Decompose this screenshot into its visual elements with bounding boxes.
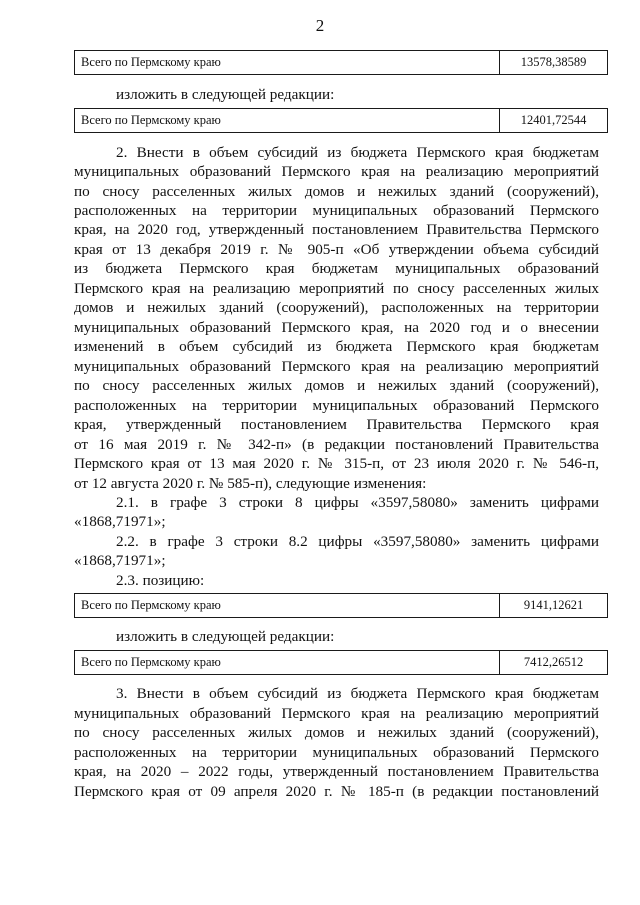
- item-2-1-line: 2.1. в графе 3 строки 8 цифры «3597,58080» заменить цифрами: [116, 494, 599, 511]
- item-2-2-line: «1868,71971»;: [74, 552, 166, 569]
- summary-table-row: [74, 593, 608, 618]
- paragraph-2-line: края, на 2020 год, утвержденный постановлением Правительства Пермского: [74, 221, 599, 238]
- paragraph-2-line: расположенных на территории муниципальных образований Пермского: [74, 202, 599, 219]
- paragraph-2-line: от 16 мая 2019 г. № 342-п» (в редакции постановлений Правительства: [74, 436, 599, 453]
- item-2-1-line: «1868,71971»;: [74, 513, 166, 530]
- intro-line: изложить в следующей редакции:: [116, 628, 335, 645]
- table-row-value: 7412,26512: [523, 655, 584, 669]
- paragraph-3-line: расположенных на территории муниципальных образований Пермского: [74, 744, 599, 761]
- table-row-value: 13578,38589: [520, 55, 587, 69]
- intro-line: изложить в следующей редакции:: [116, 86, 335, 103]
- paragraph-2-line: расположенных на территории муниципальных образований Пермского: [74, 397, 599, 414]
- paragraph-2-line: от 12 августа 2020 г. № 585-п), следующие изменения:: [74, 475, 427, 492]
- paragraph-2-line: из бюджета Пермского края бюджетам муниципальных образований: [74, 260, 599, 277]
- paragraph-2-line: края от 13 декабря 2019 г. № 905-п «Об утверждении объема субсидий: [74, 241, 599, 258]
- table-row-value: 12401,72544: [520, 113, 587, 127]
- paragraph-2-line: домов и нежилых зданий (сооружений), расположенных на территории: [74, 299, 599, 316]
- table-row-label: Всего по Пермскому краю: [81, 598, 221, 612]
- table-row-label: Всего по Пермскому краю: [81, 113, 221, 127]
- table-row-value: 9141,12621: [523, 598, 584, 612]
- summary-table-row: [74, 108, 608, 133]
- paragraph-3-line: муниципальных образований Пермского края на реализацию мероприятий: [74, 705, 599, 722]
- paragraph-2-line: 2. Внести в объем субсидий из бюджета Пермского края бюджетам: [116, 144, 599, 161]
- summary-table-row: [74, 50, 608, 75]
- paragraph-2-line: по сносу расселенных жилых домов и нежилых зданий (сооружений),: [74, 377, 599, 394]
- paragraph-3-line: 3. Внести в объем субсидий из бюджета Пермского края бюджетам: [116, 685, 599, 702]
- paragraph-3-line: края, на 2020 – 2022 годы, утвержденный постановлением Правительства: [74, 763, 599, 780]
- paragraph-2-line: муниципальных образований Пермского края на реализацию мероприятий: [74, 163, 599, 180]
- paragraph-2-line: Пермского края от 13 мая 2020 г. № 315-п, от 23 июля 2020 г. № 546-п,: [74, 455, 599, 472]
- paragraph-2-line: муниципальных образований Пермского края, на 2020 год и о внесении: [74, 319, 599, 336]
- paragraph-2-line: по сносу расселенных жилых домов и нежилых зданий (сооружений),: [74, 183, 599, 200]
- summary-table-row: [74, 650, 608, 675]
- page-number: 2: [315, 16, 325, 35]
- table-row-label: Всего по Пермскому краю: [81, 55, 221, 69]
- paragraph-3-line: по сносу расселенных жилых домов и нежилых зданий (сооружений),: [74, 724, 599, 741]
- item-2-2-line: 2.2. в графе 3 строки 8.2 цифры «3597,58080» заменить цифрами: [116, 533, 599, 550]
- item-2-3-line: 2.3. позицию:: [116, 572, 205, 589]
- paragraph-3-line: Пермского края от 09 апреля 2020 г. № 185-п (в редакции постановлений: [74, 783, 599, 800]
- paragraph-2-line: муниципальных образований Пермского края на реализацию мероприятий: [74, 358, 599, 375]
- paragraph-2-line: Пермского края на реализацию мероприятий по сносу расселенных жилых: [74, 280, 599, 297]
- paragraph-2-line: изменений в объем субсидий из бюджета Пермского края бюджетам: [74, 338, 599, 355]
- table-row-label: Всего по Пермскому краю: [81, 655, 221, 669]
- paragraph-2-line: края, утвержденный постановлением Правительства Пермского края: [74, 416, 599, 433]
